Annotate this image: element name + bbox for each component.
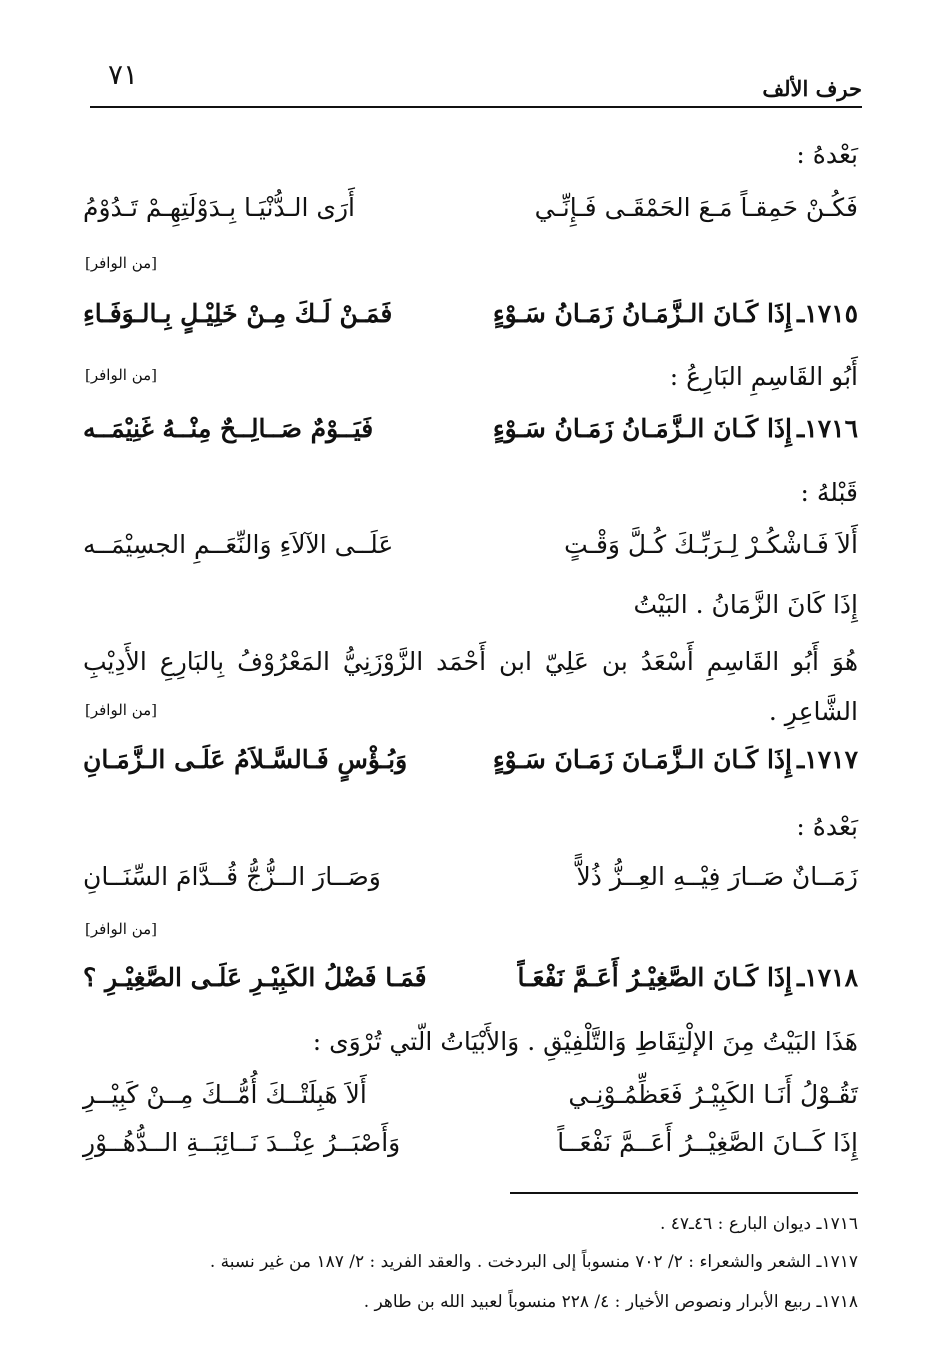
verse-number: ١٧١٨ـ — [796, 963, 858, 992]
verse-1717-second-hemistich: وَبُـؤْسٍ فَـالسَّـلاَمُ عَلَـى الـزَّمَـانِ — [83, 745, 408, 774]
poet-name-line: أَبُو القَاسِمِ البَارِعُ : — [669, 362, 858, 391]
reference-line: إِذَا كَانَ الزَّمَانُ . البَيْتُ — [633, 590, 858, 619]
verse-a-second-hemistich: أَرَى الـدُّنْيَـا بِـدَوْلَتِهِـمْ تَـدُوْمُ — [83, 193, 355, 222]
verse-1715-second-hemistich: فَمَـنْ لَـكَ مِـنْ خَلِيْـلٍ بِـالـوَفَـاءِ — [83, 299, 393, 328]
verse-1718-first-hemistich: إِذَا كَـانَ الصَّغِيْـرُ أَعَـمَّ نَفْعَـاً — [517, 963, 792, 992]
running-title: حرف الألف — [762, 76, 862, 101]
poet-biography: هُوَ أَبُو القَاسِمِ أَسْعَدُ بن عَلِيّ ابن أَحْمَد الزَّوْزَنِيُّ المَعْرُوْفُ بِالبَارِعِ الأَدِيْبِ الشَّاعِرِ . — [83, 647, 858, 726]
commentary-line: هَذَا البَيْتُ مِنَ الإلْتِقَاطِ وَالتَّلْفِيْقِ . وَالأَبْيَاتُ الّتي تُرْوَى : — [312, 1027, 858, 1056]
verse-1718-second-hemistich: فَمَـا فَضْلُ الكَبِيْـرِ عَلَـى الصَّغِيْـرِ ؟ — [83, 963, 427, 992]
verse-d — [83, 1080, 858, 1124]
verse-1717 — [83, 745, 858, 789]
ba3dahu-label: بَعْدهُ : — [796, 140, 858, 169]
meter-label: [من الوافر] — [85, 701, 158, 719]
verse-d-first-hemistich: تَقُـوْلُ أَنَـا الكَبِيْـرُ فَعَظِّمُـوْنِـي — [568, 1080, 858, 1109]
meter-label: [من الوافر] — [85, 254, 158, 272]
footnote-1717: ١٧١٧ـ الشعر والشعراء : ٢/ ٧٠٢ منسوباً إلى البردخت . والعقد الفريد : ٢/ ١٨٧ من غير نسبة . — [209, 1252, 858, 1272]
verse-e — [83, 1128, 858, 1172]
verse-b-second-hemistich: عَلَــى الآلاَءِ وَالنِّعَــمِ الجسِيْمَــه — [83, 530, 394, 559]
verse-number: ١٧١٧ـ — [796, 745, 858, 774]
footnote-1716: ١٧١٦ـ ديوان البارع : ٤٦ـ٤٧ . — [659, 1214, 858, 1234]
page-header — [90, 58, 862, 104]
verse-c — [83, 862, 858, 906]
verse-1717-first-hemistich: إِذَا كَـانَ الـزَّمَـانَ زَمَـانَ سَـوْءٍ — [492, 745, 792, 774]
verse-a-first-hemistich: فَكُـنْ حَمِقـاً مَـعَ الحَمْقَـى فَـإِنِّـي — [534, 193, 858, 222]
verse-1715 — [83, 299, 858, 343]
ba3dahu-label: بَعْدهُ : — [796, 812, 858, 841]
verse-c-first-hemistich: زَمَــانٌ صَــارَ فِيْــهِ العِــزُّ ذُلاًّ — [576, 862, 858, 891]
meter-label: [من الوافر] — [85, 366, 158, 384]
verse-number: ١٧١٦ـ — [796, 414, 858, 443]
qablahu-label: قَبْلهُ : — [800, 478, 858, 507]
footnote-separator — [510, 1192, 858, 1194]
verse-1715-first-hemistich: إِذَا كَـانَ الـزَّمَـانُ زَمَـانُ سَـوْءٍ — [492, 299, 792, 328]
verse-1716 — [83, 414, 858, 458]
verse-1718 — [83, 963, 858, 1007]
page-number: ٧١ — [108, 58, 139, 91]
verse-c-second-hemistich: وَصَــارَ الــزُّجُّ قُــدَّامَ السِّنَــانِ — [83, 862, 381, 891]
verse-d-second-hemistich: أَلاَ هَبِلَتْــكَ أُمُّــكَ مِــنْ كَبِيْــرِ — [83, 1080, 367, 1109]
verse-e-first-hemistich: إِذَا كَــانَ الصَّغِيْــرُ أَعَــمَّ نَفْعَــاً — [557, 1128, 858, 1157]
verse-1716-second-hemistich: فَيَــوْمٌ صَــالِــحٌ مِنْــهُ غَنِيْمَــه — [83, 414, 374, 443]
footnote-1718: ١٧١٨ـ ربيع الأبرار ونصوص الأخيار : ٤/ ٢٢٨ منسوباً لعبيد الله بن طاهر . — [363, 1292, 858, 1312]
verse-number: ١٧١٥ـ — [796, 299, 858, 328]
verse-1716-first-hemistich: إِذَا كَـانَ الـزَّمَـانُ زَمَـانُ سَـوْءٍ — [492, 414, 792, 443]
meter-label: [من الوافر] — [85, 920, 158, 938]
verse-a — [83, 193, 858, 237]
verse-b-first-hemistich: أَلاَ فَـاشْكُـرْ لِـرَبِّـكَ كُـلَّ وَقْـتٍ — [564, 530, 858, 559]
header-rule — [90, 106, 862, 108]
verse-b — [83, 530, 858, 574]
verse-e-second-hemistich: وَأَصْبَــرُ عِنْــدَ نَــائِبَــةِ الــدُّهُــوْرِ — [83, 1128, 401, 1157]
